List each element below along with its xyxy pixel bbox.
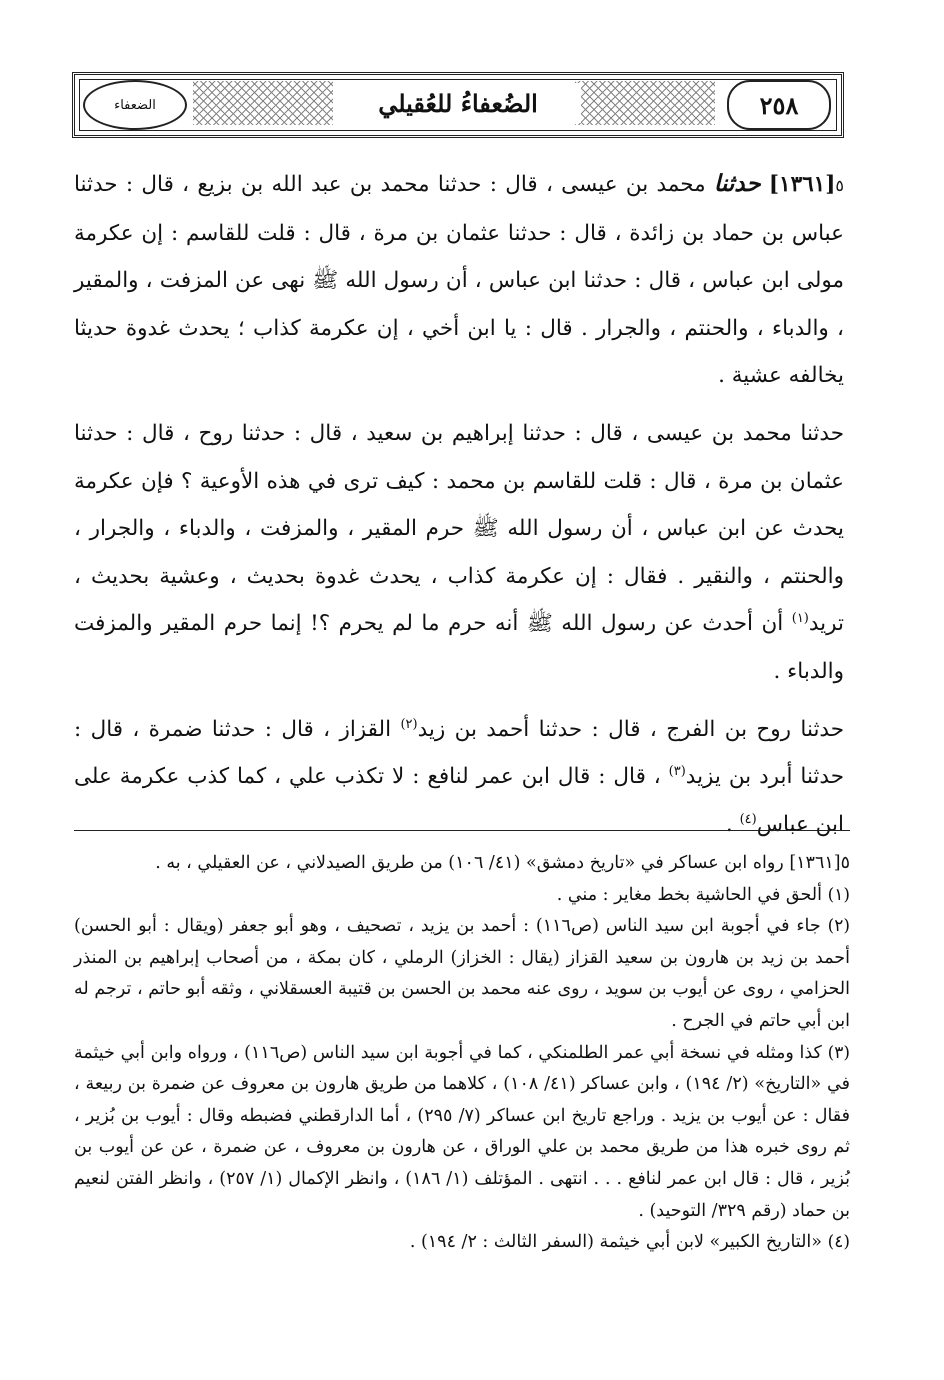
- paragraph-3-text-a: حدثنا روح بن الفرج ، قال : حدثنا أحمد بن زيد: [417, 716, 844, 742]
- footnote-4-text: «التاريخ الكبير» لابن أبي خيثمة (السفر الثالث : ٢/ ١٩٤) .: [409, 1232, 822, 1253]
- paragraph-1361: [74, 160, 844, 400]
- paragraph-2: [74, 410, 844, 696]
- ornament-right-icon: [575, 81, 715, 125]
- footnote-3-text: كذا ومثله في نسخة أبي عمر الطلمنكي ، كما في أجوبة ابن سيد الناس (ص١١٦) ، ورواه وابن أبي خيثمة في «التاريخ» (٢/ ١٩٤) ، وابن عساكر (٤١/ ١٠٨) ، كلاهما من طريق هارون بن معروف عن ضمرة بن ربيعة ، فقال : عن أيوب بن يزيد . وراجع تاريخ ابن عساكر (٧/ ٢٩٥) ، أما الدارقطني فضبطه وقال : أيوب بن بُزير ، ثم روى خبره هذا من طريق محمد بن علي الوراق ، عن هارون بن معروف ، عن ضمرة ، عن عن أيوب بن بُزير ، قال : قال ابن عمر لنافع . . . انتهى . المؤتلف (١/ ١٨٦) ، وانظر الإكمال (١/ ٢٥٧) ، وانظر الفتن لنعيم بن حماد (رقم ٣٢٩/ التوحيد) .: [74, 1042, 851, 1221]
- footnote-source: [74, 848, 850, 880]
- footnote-ref-2: (٢): [400, 716, 418, 732]
- paragraph-2-text-a: حدثنا محمد بن عيسى ، قال : حدثنا إبراهيم بن سعيد ، قال : حدثنا روح ، قال : حدثنا عثمان بن مرة ، قال : قلت للقاسم بن محمد : كيف ترى في هذه الأوعية ؟ فإن عكرمة يحدث عن ابن عباس ، أن رسول الله ﷺ حرم المقير ، والمزفت ، والدباء ، والجرار ، والحنتم ، والنقير . فقال : إن عكرمة كذاب ، يحدث غدوة بحديث ، وعشية بحديث ، تريد: [74, 420, 844, 637]
- paragraph-3-text-c: ، قال : قال ابن عمر لنافع : لا تكذب علي ، كما كذب عكرمة على ابن عباس: [74, 764, 844, 837]
- hadith-marker: ٥: [835, 176, 844, 195]
- paragraph-3-text-b: القزاز ، قال : حدثنا ضمرة ، قال : حدثنا أبرد بن يزيد: [74, 716, 844, 790]
- footnote-2: [74, 911, 850, 1037]
- footnote-1-text: ألحق في الحاشية بخط مغاير : مني .: [556, 884, 822, 905]
- page-number: ٢٥٨: [727, 80, 831, 130]
- footnote-ref-4: (٤): [739, 811, 757, 827]
- medallion-label: الضعفاء: [114, 97, 156, 113]
- ornament-left-icon: [193, 81, 333, 125]
- footnote-ref-1: (١): [791, 611, 809, 627]
- paragraph-1-text: محمد بن عيسى ، قال : حدثنا محمد بن عبد الله بن بزيع ، قال : حدثنا عباس بن حماد بن زائدة ، قال : حدثنا عثمان بن مرة ، قال : قلت للقاسم : إن عكرمة مولى ابن عباس ، قال : حدثنا ابن عباس ، أن رسول الله ﷺ نهى عن المزفت ، والمقير ، والدباء ، والحنتم ، والجرار . قال : يا ابن أخي ، إن عكرمة كذاب ؛ يحدث غدوة حديثا يخالفه عشية .: [74, 172, 844, 389]
- footnote-divider: [74, 830, 850, 831]
- book-medallion: [83, 80, 187, 130]
- running-title: الضُعفاءُ للعُقيلي: [335, 83, 581, 123]
- footnote-2-number: (٢): [827, 916, 850, 937]
- footnote-ref-3: (٣): [668, 763, 686, 779]
- footnote-1-number: (١): [827, 884, 850, 905]
- page-header: [72, 72, 844, 138]
- hadith-number: [١٣٦١]: [768, 172, 836, 197]
- footnote-3-number: (٣): [827, 1042, 850, 1063]
- footnote-source-number: [١٣٦١]: [789, 853, 841, 873]
- footnote-source-text: رواه ابن عساكر في «تاريخ دمشق» (٤١/ ١٠٦) من طريق الصيدلاني ، عن العقيلي ، به .: [155, 853, 784, 873]
- paragraph-3: [74, 706, 844, 849]
- footnote-2-text: جاء في أجوبة ابن سيد الناس (ص١١٦) : أحمد بن يزيد ، تصحيف ، وهو أبو جعفر (ويقال : أبو الحسن) أحمد بن زيد بن هارون بن سعيد القزاز (يقال : الخزاز) الرملي ، كان بمكة ، من أصحاب إبراهيم بن المنذر الحزامي ، روى عن أيوب بن سويد ، روى عنه محمد بن الحسن بن قتيبة العسقلاني ، وثقه أبو حاتم ، ترجم له ابن أبي حاتم في الجرح .: [74, 916, 850, 1031]
- hadith-lead-word: حدثنا: [713, 170, 761, 197]
- main-text: [74, 160, 844, 848]
- paragraph-3-text-d: .: [725, 811, 733, 837]
- footnote-4: [74, 1227, 850, 1259]
- paragraph-2-text-b: أن أحدث عن رسول الله ﷺ أنه حرم ما لم يحرم ؟! إنما حرم المقير والمزفت والدباء .: [74, 611, 844, 684]
- footnotes: [74, 848, 850, 1259]
- footnote-source-marker: ٥: [840, 853, 850, 873]
- footnote-4-number: (٤): [827, 1232, 850, 1253]
- footnote-3: [74, 1038, 850, 1228]
- footnote-1: [74, 880, 850, 912]
